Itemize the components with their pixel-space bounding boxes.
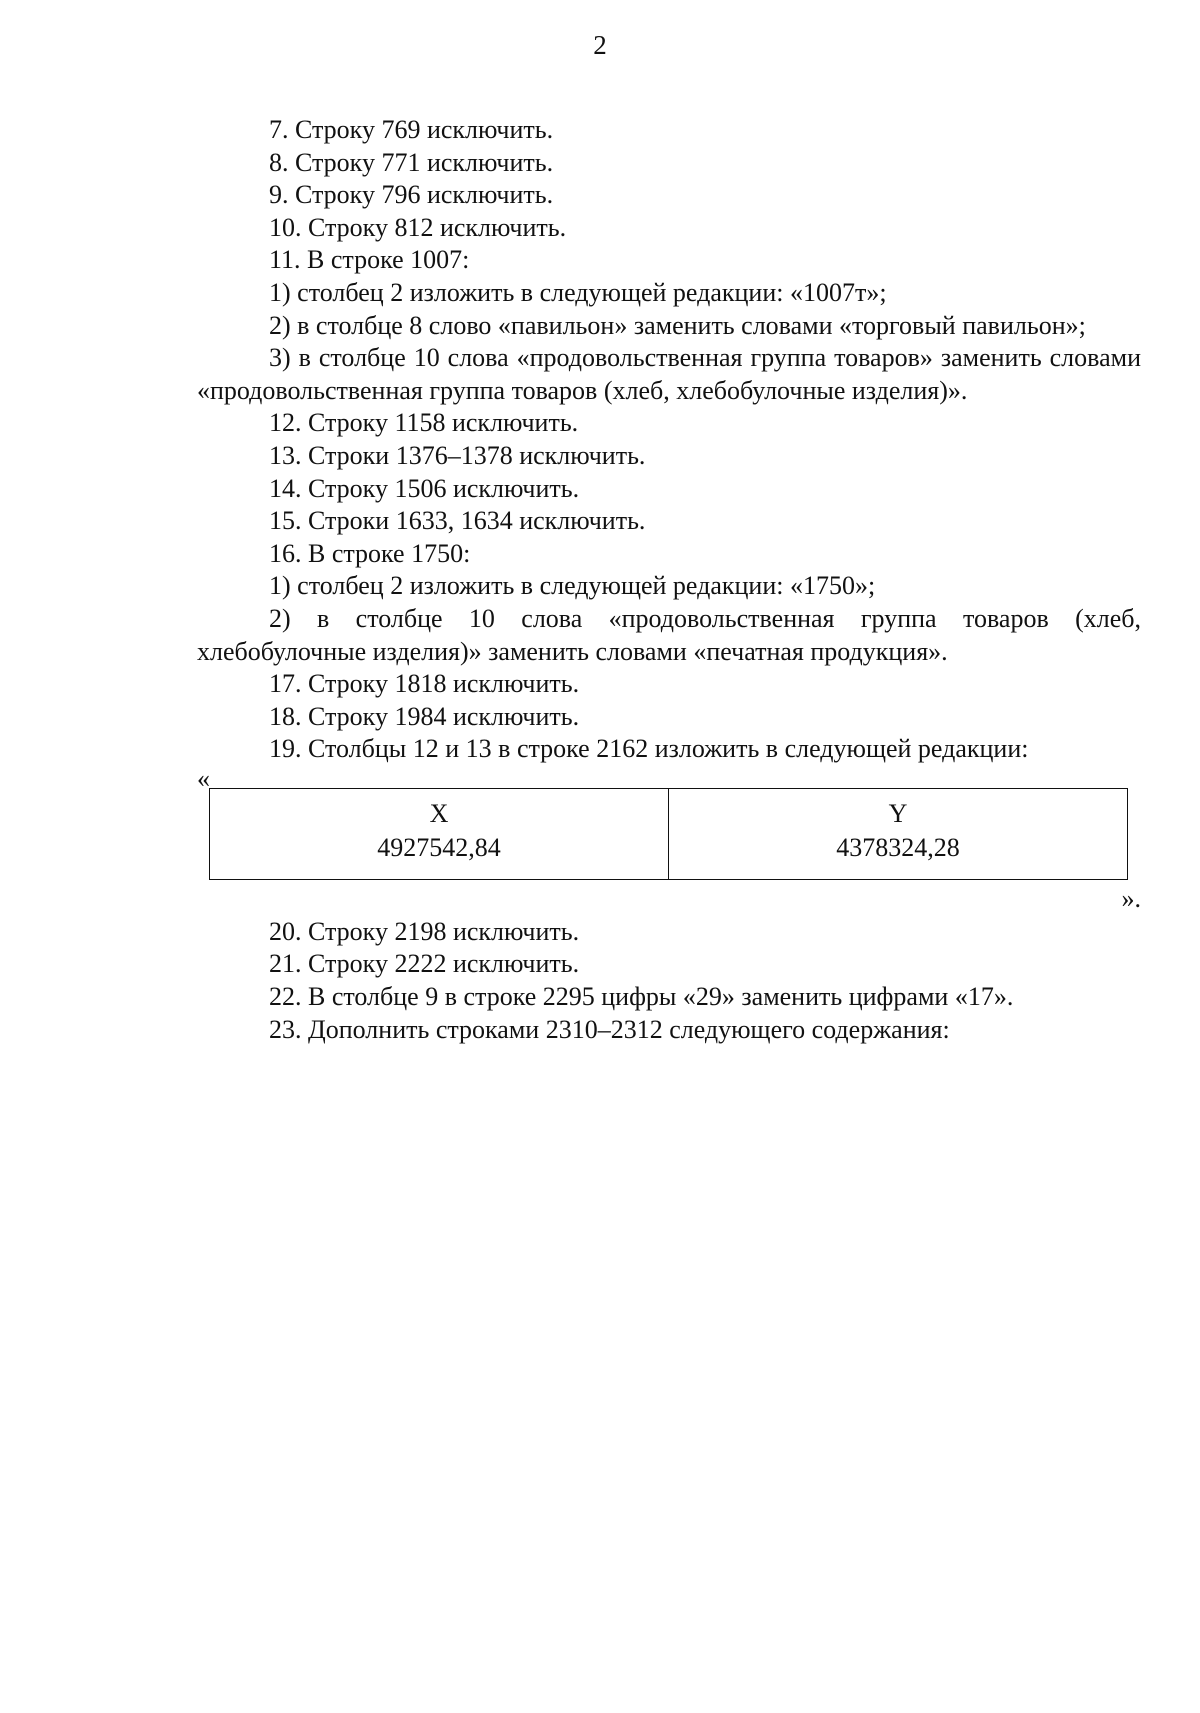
item-10: 10. Строку 812 исключить. [269,212,567,242]
item-15: 15. Строки 1633, 1634 исключить. [269,506,646,536]
table-open-quote: « [197,763,210,793]
coord-x-value: 4927542,84 [377,832,501,862]
item-16-sub-1: 1) столбец 2 изложить в следующей редакции: «1750»; [269,571,876,601]
table-row [210,788,1128,879]
coord-x-cell [210,788,669,879]
item-11-sub-1: 1) столбец 2 изложить в следующей редакции: «1007т»; [269,277,887,307]
item-20: 20. Строку 2198 исключить. [269,916,580,946]
page-number: 2 [593,30,607,60]
item-16-sub-2: 2) в столбце 10 слова «продовольственная группа товаров (хлеб, хлебобулочные изделия)» заменить словами «печатная продукция». [197,603,1141,666]
table-close-quote: ». [1121,883,1141,913]
item-18: 18. Строку 1984 исключить. [269,701,580,731]
item-17: 17. Строку 1818 исключить. [269,669,580,699]
item-11-sub-2: 2) в столбце 8 слово «павильон» заменить словами «торговый павильон»; [269,310,1086,340]
item-8: 8. Строку 771 исключить. [269,147,554,177]
coord-y-header: Y [888,798,908,828]
item-7: 7. Строку 769 исключить. [269,115,554,144]
item-12: 12. Строку 1158 исключить. [269,408,579,438]
item-14: 14. Строку 1506 исключить. [269,473,580,503]
item-16: 16. В строке 1750: [269,538,471,568]
item-22: 22. В столбце 9 в строке 2295 цифры «29» заменить цифрами «17». [269,982,1014,1012]
coordinates-table [209,788,1128,880]
item-13: 13. Строки 1376–1378 исключить. [269,440,646,470]
document-body [197,114,1141,1046]
item-11-sub-3: 3) в столбце 10 слова «продовольственная группа товаров» заменить словами «продовольственная группа товаров (хлеб, хлебобулочные изделия)». [197,343,1141,405]
item-19: 19. Столбцы 12 и 13 в строке 2162 изложить в следующей редакции: [269,734,1029,764]
item-9: 9. Строку 796 исключить. [269,180,554,210]
item-11: 11. В строке 1007: [269,245,470,275]
item-21: 21. Строку 2222 исключить. [269,949,580,979]
item-23: 23. Дополнить строками 2310–2312 следующего содержания: [269,1014,950,1044]
coord-x-header: X [429,798,449,828]
coord-y-cell [669,788,1128,879]
coord-y-value: 4378324,28 [836,832,960,862]
